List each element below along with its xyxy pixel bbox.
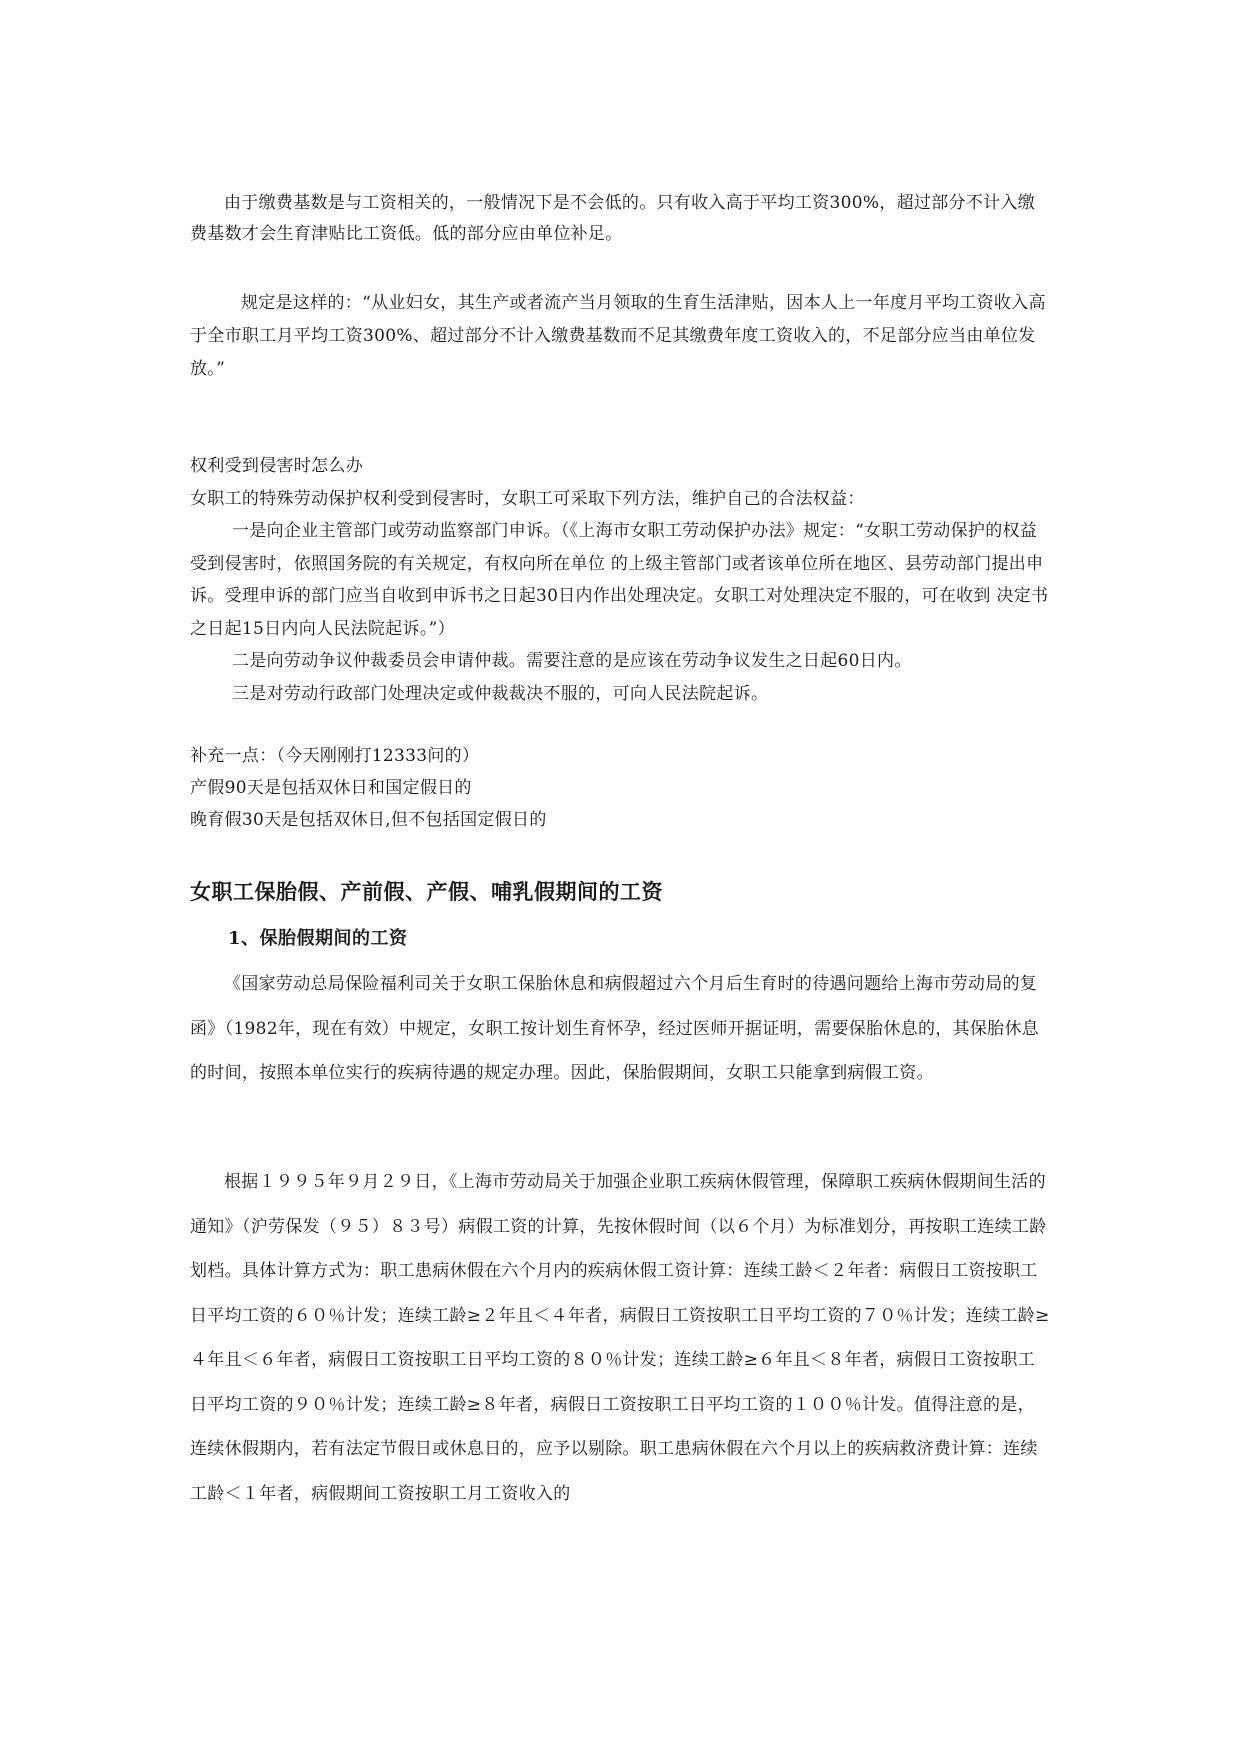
body-paragraph-2: 根据１９９５年９月２９日，《上海市劳动局关于加强企业职工疾病休假管理，保障职工疾病休假期间生活的通知》（沪劳保发（９５）８３号）病假工资的计算，先按休假时间（以６个月）为标准划分，再按职工连续工龄划档。具体计算方式为：职工患病休假在六个月内的疾病休假工资计算：连续工龄＜２年者：病假日工资按职工日平均工资的６０％计发；连续工龄≥２年且＜４年者，病假日工资按职工日平均工资的７０％计发；连续工龄≥４年且＜６年者，病假日工资按职工日平均工资的８０％计发；连续工龄≥６年且＜８年者，病假日工资按职工日平均工资的９０％计发；连续工龄≥８年者，病假日工资按职工日平均工资的１００％计发。值得注意的是，连续休假期内，若有法定节假日或休息日的，应予以剔除。职工患病休假在六个月以上的疾病救济费计算：连续工龄＜１年者，病假期间工资按职工月工资收入的 [190,1172,1050,1504]
intro-paragraph-block [190,188,1050,250]
rights-section [190,450,1050,710]
regulation-quote-paragraph: 规定是这样的：“从业妇女，其生产或者流产当月领取的生育生活津贴，因本人上一年度月平均工资收入高于全市职工月平均工资300%、超过部分不计入缴费基数而不足其缴费年度工资收入的，不足部分应当由单位发放。” [190,293,1046,379]
section-subheading: 1、保胎假期间的工资 [228,928,408,949]
section-heading: 女职工保胎假、产前假、产假、哺乳假期间的工资 [190,879,663,904]
supplement-line-2: 产假90天是包括双休日和国定假日的 [190,778,472,798]
rights-title: 权利受到侵害时怎么办 [190,456,363,476]
regulation-quote-block [190,287,1050,386]
rights-item-3: 三是对劳动行政部门处理决定或仲裁裁决不服的，可向人民法院起诉。 [232,683,769,704]
supplement-line-1: 补充一点：（今天刚刚打12333问的） [190,746,480,766]
body-paragraph-2-block [190,1160,1050,1516]
body-paragraph-1-block [190,962,1050,1096]
body-paragraph-1: 《国家劳动总局保险福利司关于女职工保胎休息和病假超过六个月后生育时的待遇问题给上海市劳动局的复函》（1982年，现在有效）中规定，女职工按计划生育怀孕，经过医师开据证明，需要保胎休息的，其保胎休息的时间，按照本单位实行的疾病待遇的规定办理。因此，保胎假期间，女职工只能拿到病假工资。 [190,974,1040,1083]
supplement-line-3: 晚育假30天是包括双休日,但不包括国定假日的 [190,810,547,830]
supplement-section [190,740,1050,836]
intro-paragraph: 由于缴费基数是与工资相关的，一般情况下是不会低的。只有收入高于平均工资300%，超过部分不计入缴费基数才会生育津贴比工资低。低的部分应由单位补足。 [190,193,1035,244]
rights-item-2: 二是向劳动争议仲裁委员会申请仲裁。需要注意的是应该在劳动争议发生之日起60日内。 [232,651,912,671]
rights-lead: 女职工的特殊劳动保护权利受到侵害时，女职工可采取下列方法，维护自己的合法权益： [190,488,865,509]
rights-item-1: 一是向企业主管部门或劳动监察部门申诉。（《上海市女职工劳动保护办法》规定：“女职工劳动保护的权益受到侵害时，依照国务院的有关规定，有权向所在单位 的上级主管部门或者该单位所在地区、县劳动部门提出申诉。受理申诉的部门应当自收到申诉书之日起30日内作出处理决定。女职工对处理决定不服的，可在收到 决定书之日起15日内向人民法院起诉。”） [190,521,1049,639]
